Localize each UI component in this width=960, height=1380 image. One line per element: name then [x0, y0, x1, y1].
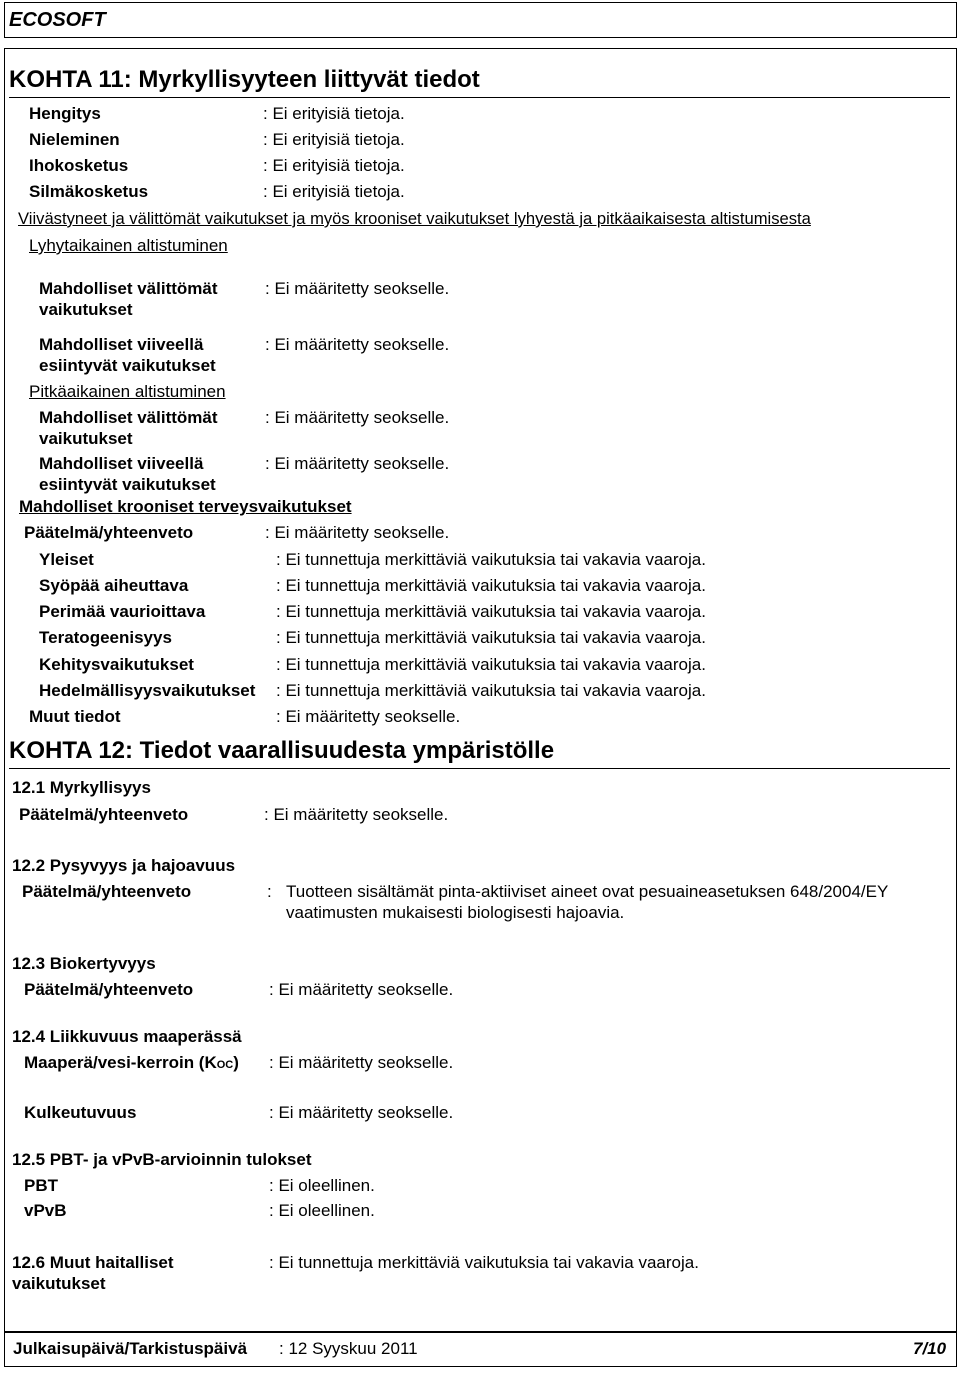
vpvb-value: : Ei oleellinen.: [269, 1201, 375, 1220]
chronic-value: : Ei tunnettuja merkittäviä vaikutuksia tai vakavia vaaroja.: [276, 576, 706, 595]
short-term-heading: Lyhytaikainen altistuminen: [29, 236, 228, 255]
chronic-label: Yleiset: [39, 550, 94, 569]
bioaccumulation-value: : Ei määritetty seokselle.: [269, 980, 454, 999]
long-term-value: : Ei määritetty seokselle.: [265, 408, 450, 427]
short-term-value: : Ei määritetty seokselle.: [265, 279, 450, 298]
persistence-colon: :: [267, 882, 272, 901]
exposure-label: Silmäkosketus: [29, 182, 149, 201]
section-11-rule: [9, 97, 950, 98]
exposure-label: Hengitys: [29, 104, 101, 123]
other-effects-heading-cont: vaikutukset: [12, 1274, 106, 1293]
pbt-value: : Ei oleellinen.: [269, 1176, 375, 1195]
bioaccumulation-heading: 12.3 Biokertyvyys: [12, 954, 156, 973]
exposure-label: Nieleminen: [29, 130, 120, 149]
koc-value: : Ei määritetty seokselle.: [269, 1053, 454, 1072]
issue-date-value: : 12 Syyskuu 2011: [279, 1339, 418, 1358]
chronic-label: Teratogeenisyys: [39, 628, 172, 647]
chronic-value: : Ei tunnettuja merkittäviä vaikutuksia tai vakavia vaaroja.: [276, 628, 706, 647]
exposure-value: : Ei erityisiä tietoja.: [263, 130, 405, 149]
chronic-heading: Mahdolliset krooniset terveysvaikutukset: [19, 497, 352, 516]
persistence-label: Päätelmä/yhteenveto: [22, 882, 192, 901]
chronic-value: : Ei tunnettuja merkittäviä vaikutuksia tai vakavia vaaroja.: [276, 550, 706, 569]
toxicity-value: : Ei määritetty seokselle.: [264, 805, 449, 824]
long-term-label: Mahdolliset viiveellä: [39, 454, 204, 473]
mobility-value: : Ei määritetty seokselle.: [269, 1103, 454, 1122]
header-box: [4, 2, 957, 38]
chronic-value: : Ei tunnettuja merkittäviä vaikutuksia tai vakavia vaaroja.: [276, 602, 706, 621]
other-effects-heading: 12.6 Muut haitalliset: [12, 1253, 174, 1272]
short-term-label-cont: esiintyvät vaikutukset: [39, 356, 216, 375]
delayed-effects-heading: Viivästyneet ja välittömät vaikutukset ja myös krooniset vaikutukset lyhyestä ja pitkäaikaisesta altistumisesta: [18, 209, 811, 228]
chronic-label: Kehitysvaikutukset: [39, 655, 194, 674]
persistence-value-cont: vaatimusten mukaisesti biologisesti hajoavia.: [286, 903, 625, 922]
chronic-label: Perimää vaurioittava: [39, 602, 206, 621]
exposure-value: : Ei erityisiä tietoja.: [263, 104, 405, 123]
persistence-value: Tuotteen sisältämät pinta-aktiiviset aineet ovat pesuaineasetuksen 648/2004/EY: [286, 882, 889, 901]
conclusion-value: : Ei määritetty seokselle.: [265, 523, 450, 542]
toxicity-label: Päätelmä/yhteenveto: [19, 805, 189, 824]
long-term-label: Mahdolliset välittömät: [39, 408, 218, 427]
mobility-label: Kulkeutuvuus: [24, 1103, 137, 1122]
bioaccumulation-label: Päätelmä/yhteenveto: [24, 980, 194, 999]
chronic-value: : Ei tunnettuja merkittäviä vaikutuksia tai vakavia vaaroja.: [276, 655, 706, 674]
other-effects-value: : Ei tunnettuja merkittäviä vaikutuksia tai vakavia vaaroja.: [269, 1253, 699, 1272]
short-term-value: : Ei määritetty seokselle.: [265, 335, 450, 354]
brand-name: ECOSOFT: [9, 9, 106, 31]
section-12-rule: [9, 768, 950, 769]
koc-label-end: ): [233, 1053, 239, 1072]
vpvb-label: vPvB: [24, 1201, 67, 1220]
chronic-label: Hedelmällisyysvaikutukset: [39, 681, 256, 700]
long-term-heading: Pitkäaikainen altistuminen: [29, 382, 226, 401]
long-term-label-cont: esiintyvät vaikutukset: [39, 475, 216, 494]
koc-subscript: OC: [216, 1059, 234, 1071]
other-info-value: : Ei määritetty seokselle.: [276, 707, 461, 726]
pbt-label: PBT: [24, 1176, 58, 1195]
page-number: 7/10: [913, 1339, 947, 1358]
chronic-label: Syöpää aiheuttava: [39, 576, 189, 595]
exposure-value: : Ei erityisiä tietoja.: [263, 156, 405, 175]
long-term-value: : Ei määritetty seokselle.: [265, 454, 450, 473]
conclusion-label: Päätelmä/yhteenveto: [24, 523, 194, 542]
section-11-title: KOHTA 11: Myrkyllisyyteen liittyvät tiedot: [9, 66, 480, 93]
koc-label-text: Maaperä/vesi-kerroin (K: [24, 1053, 217, 1072]
short-term-label: Mahdolliset viiveellä: [39, 335, 204, 354]
toxicity-heading: 12.1 Myrkyllisyys: [12, 778, 151, 797]
short-term-label-cont: vaikutukset: [39, 300, 133, 319]
pbt-heading: 12.5 PBT- ja vPvB-arvioinnin tulokset: [12, 1150, 312, 1169]
issue-date-label: Julkaisupäivä/Tarkistuspäivä: [13, 1339, 248, 1358]
exposure-value: : Ei erityisiä tietoja.: [263, 182, 405, 201]
chronic-value: : Ei tunnettuja merkittäviä vaikutuksia tai vakavia vaaroja.: [276, 681, 706, 700]
other-info-label: Muut tiedot: [29, 707, 121, 726]
exposure-label: Ihokosketus: [29, 156, 129, 175]
koc-label: [24, 1052, 239, 1076]
short-term-label: Mahdolliset välittömät: [39, 279, 218, 298]
mobility-heading: 12.4 Liikkuvuus maaperässä: [12, 1027, 242, 1046]
section-12-title: KOHTA 12: Tiedot vaarallisuudesta ympäristölle: [9, 737, 555, 764]
long-term-label-cont: vaikutukset: [39, 429, 133, 448]
persistence-heading: 12.2 Pysyvyys ja hajoavuus: [12, 856, 236, 875]
